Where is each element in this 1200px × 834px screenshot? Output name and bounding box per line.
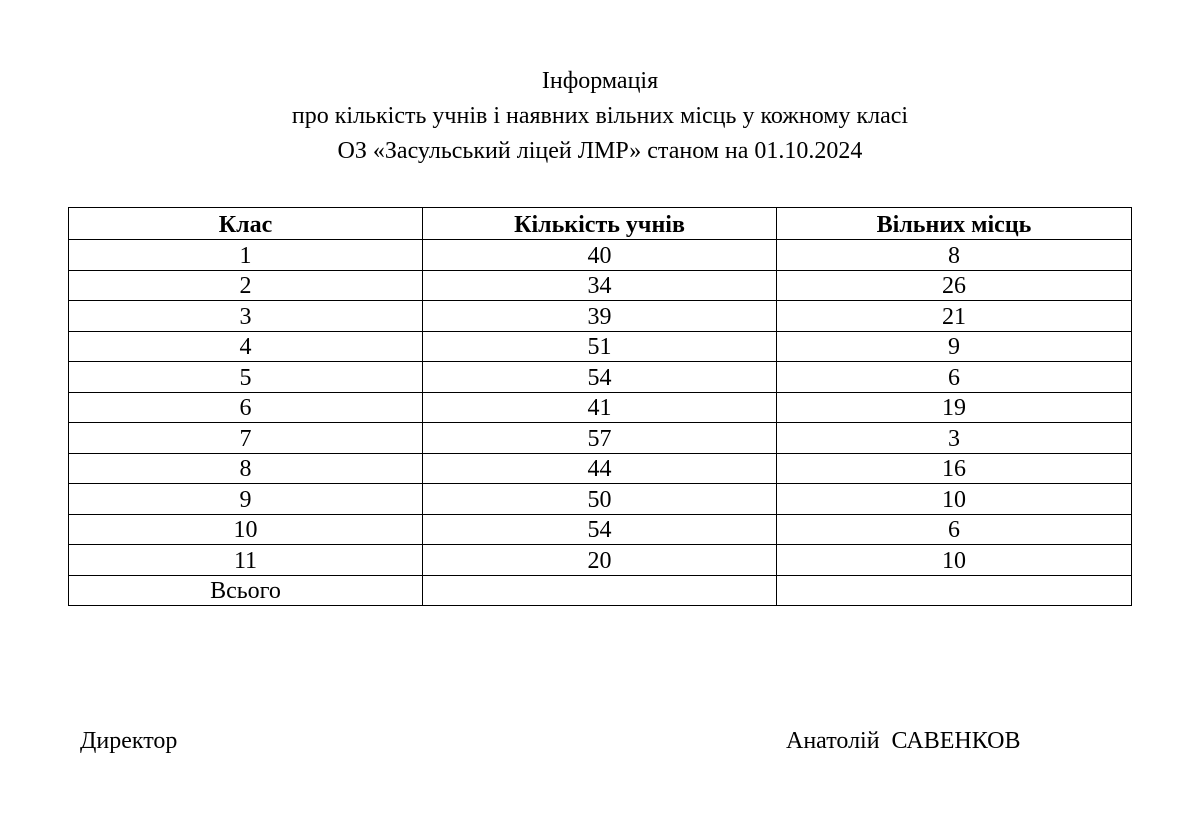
table-row bbox=[69, 331, 1132, 362]
cell-free-places: 21 bbox=[777, 301, 1132, 332]
cell-student-count: 39 bbox=[423, 301, 777, 332]
cell-student-count: 40 bbox=[423, 240, 777, 271]
cell-class: 5 bbox=[69, 362, 423, 393]
signature-name: Анатолій САВЕНКОВ bbox=[786, 728, 1021, 754]
cell-total-free-places bbox=[777, 575, 1132, 606]
header-class: Клас bbox=[69, 208, 423, 240]
table-row bbox=[69, 362, 1132, 393]
cell-student-count: 20 bbox=[423, 545, 777, 576]
cell-free-places: 10 bbox=[777, 545, 1132, 576]
cell-free-places: 6 bbox=[777, 362, 1132, 393]
cell-class: 3 bbox=[69, 301, 423, 332]
table-row bbox=[69, 240, 1132, 271]
header-free-places: Вільних місць bbox=[777, 208, 1132, 240]
cell-free-places: 16 bbox=[777, 453, 1132, 484]
cell-class: 8 bbox=[69, 453, 423, 484]
cell-class: 6 bbox=[69, 392, 423, 423]
cell-student-count: 51 bbox=[423, 331, 777, 362]
cell-class: 2 bbox=[69, 270, 423, 301]
cell-class: 10 bbox=[69, 514, 423, 545]
table-row bbox=[69, 514, 1132, 545]
document-title bbox=[0, 64, 1200, 169]
cell-class: 9 bbox=[69, 484, 423, 515]
header-student-count: Кількість учнів bbox=[423, 208, 777, 240]
table-row bbox=[69, 392, 1132, 423]
title-subject: про кількість учнів і наявних вільних місць у кожному класі bbox=[291, 103, 909, 129]
students-table bbox=[68, 207, 1132, 606]
table-row bbox=[69, 545, 1132, 576]
cell-student-count: 57 bbox=[423, 423, 777, 454]
cell-free-places: 19 bbox=[777, 392, 1132, 423]
table-row bbox=[69, 423, 1132, 454]
table-row bbox=[69, 484, 1132, 515]
cell-student-count: 54 bbox=[423, 514, 777, 545]
cell-total-students bbox=[423, 575, 777, 606]
table-row bbox=[69, 270, 1132, 301]
cell-class: 4 bbox=[69, 331, 423, 362]
cell-free-places: 8 bbox=[777, 240, 1132, 271]
cell-student-count: 44 bbox=[423, 453, 777, 484]
cell-class: 1 bbox=[69, 240, 423, 271]
cell-free-places: 9 bbox=[777, 331, 1132, 362]
cell-class: 7 bbox=[69, 423, 423, 454]
table-row bbox=[69, 453, 1132, 484]
cell-student-count: 54 bbox=[423, 362, 777, 393]
cell-student-count: 41 bbox=[423, 392, 777, 423]
cell-free-places: 26 bbox=[777, 270, 1132, 301]
cell-free-places: 3 bbox=[777, 423, 1132, 454]
title-heading: Інформація bbox=[541, 68, 659, 94]
cell-total-label: Всього bbox=[69, 575, 423, 606]
table-header-row bbox=[69, 208, 1132, 240]
cell-free-places: 10 bbox=[777, 484, 1132, 515]
cell-student-count: 50 bbox=[423, 484, 777, 515]
signature-position: Директор bbox=[80, 728, 178, 754]
cell-free-places: 6 bbox=[777, 514, 1132, 545]
title-institution-date: ОЗ «Засульський ліцей ЛМР» станом на 01.10.2024 bbox=[337, 138, 863, 164]
cell-student-count: 34 bbox=[423, 270, 777, 301]
table-total-row bbox=[69, 575, 1132, 606]
table-row bbox=[69, 301, 1132, 332]
cell-class: 11 bbox=[69, 545, 423, 576]
